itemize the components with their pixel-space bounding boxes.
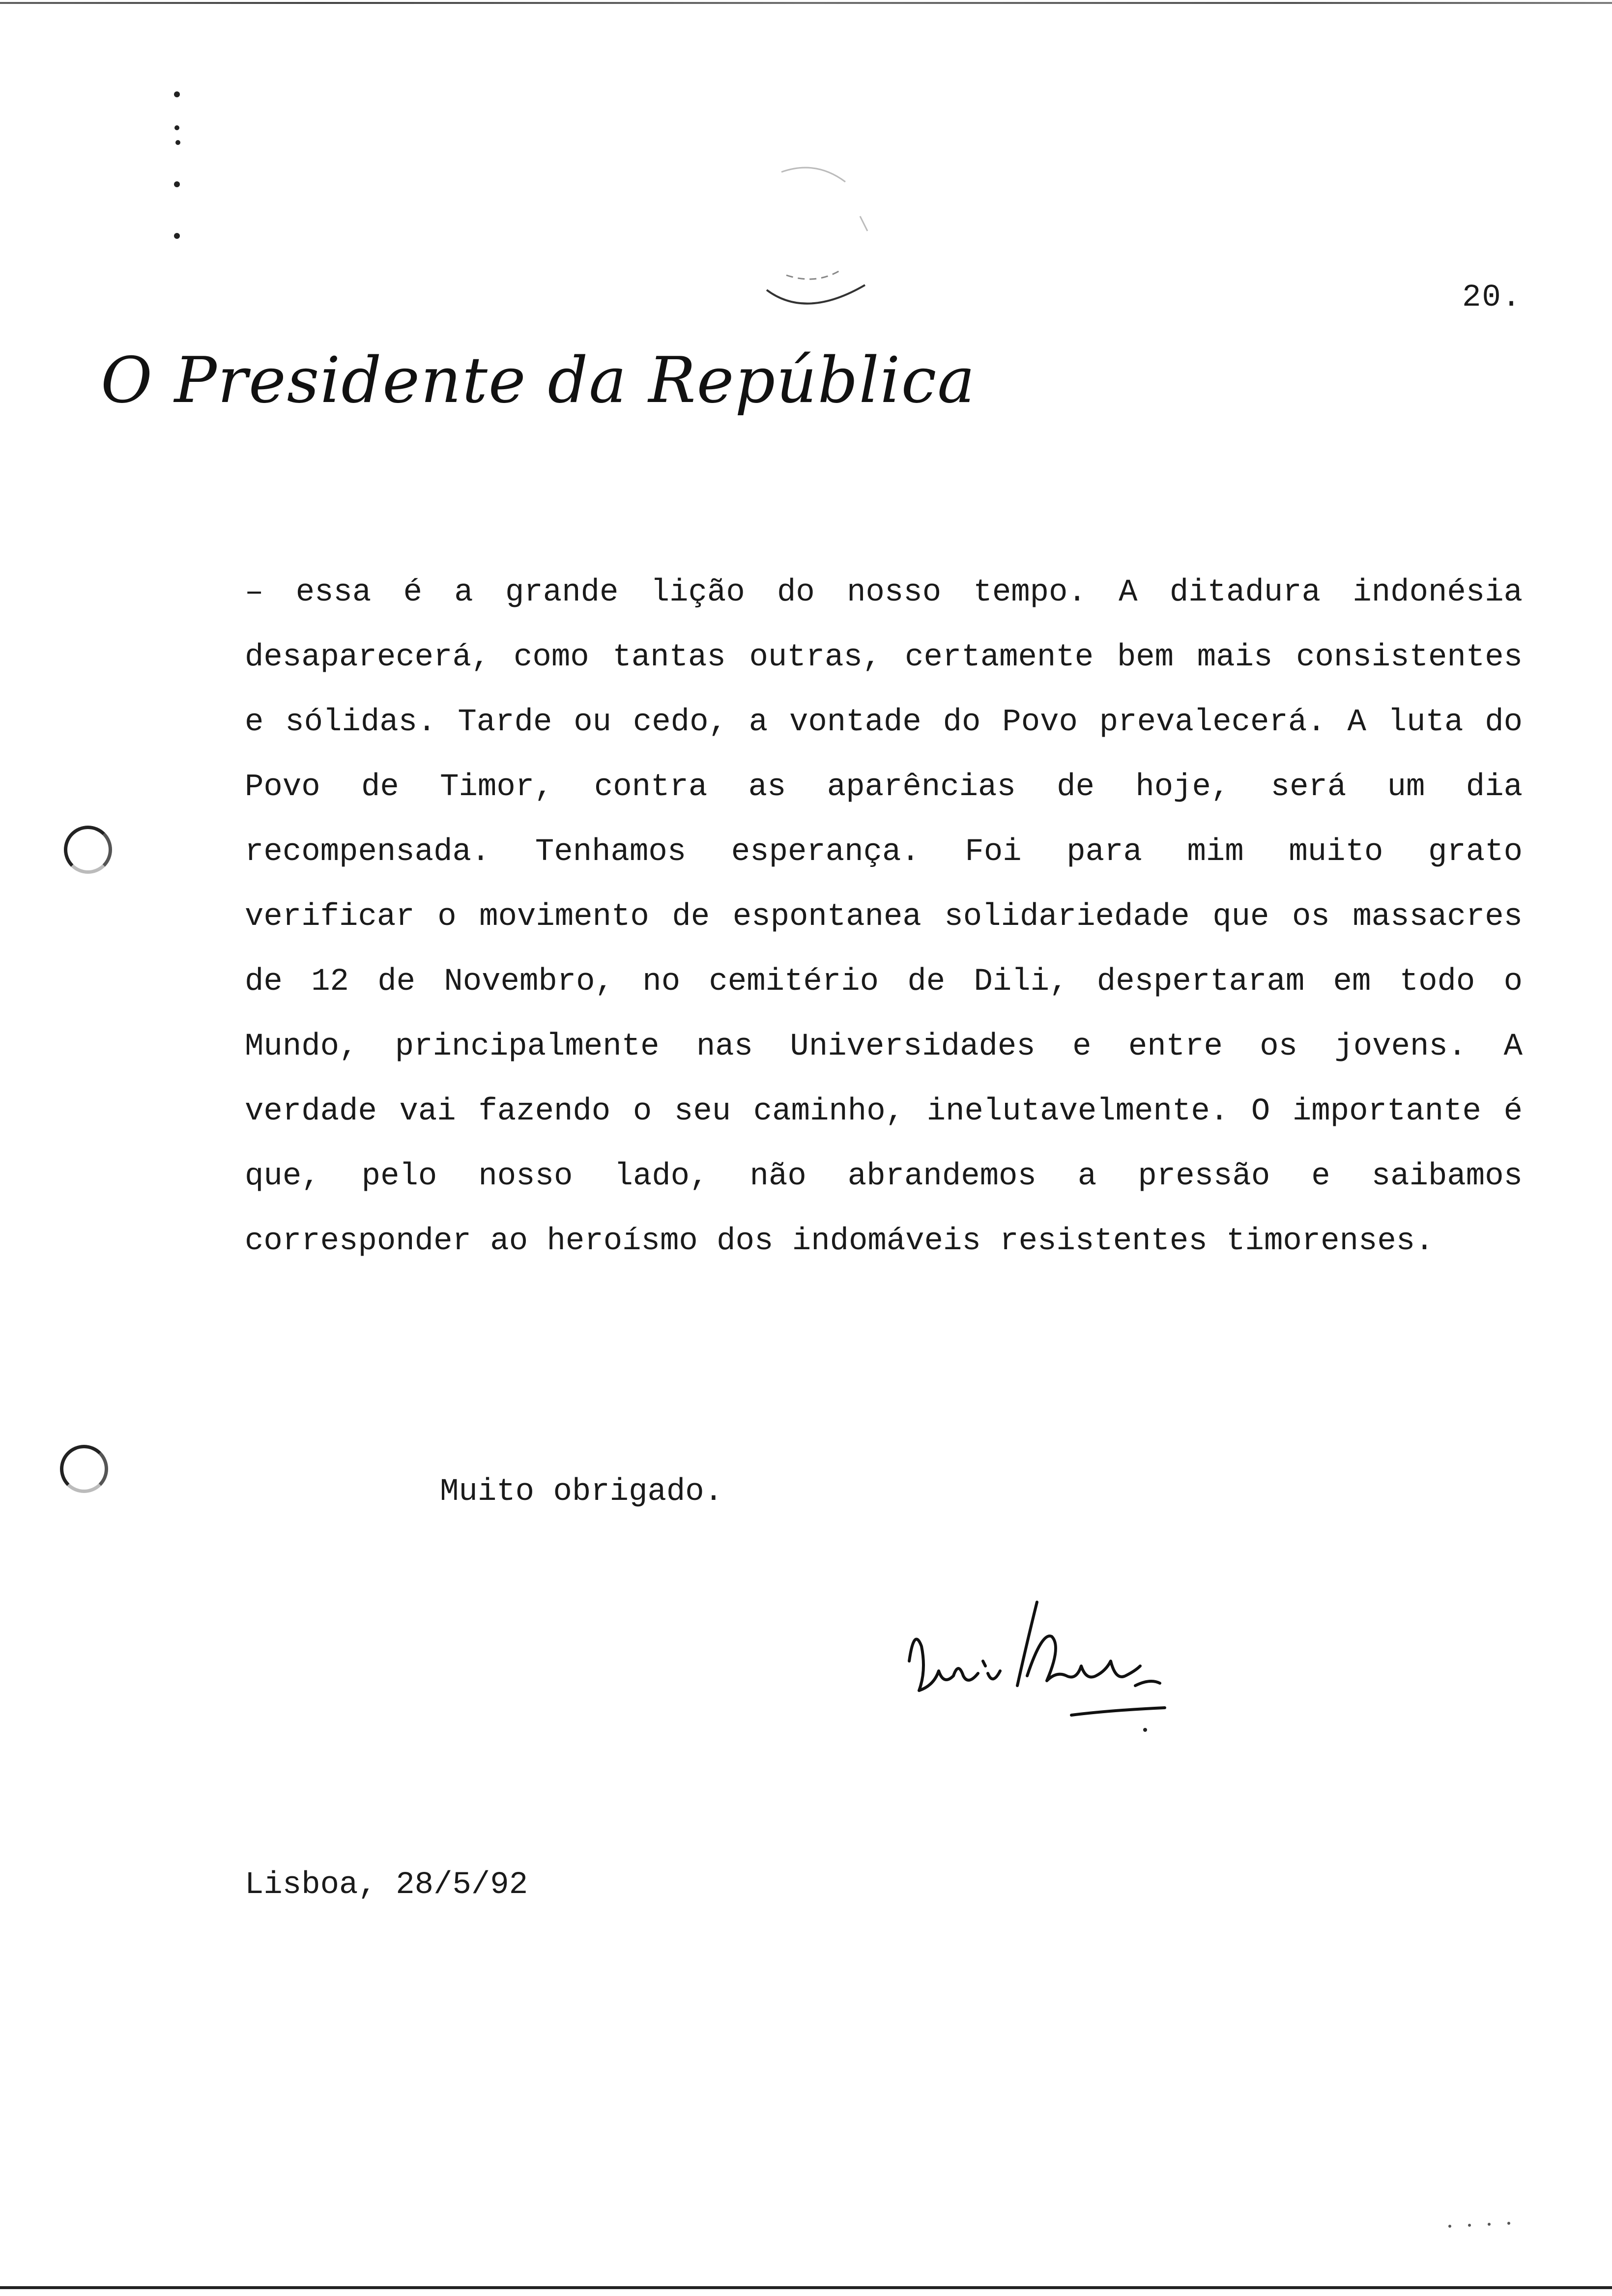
page-number: 20. — [1462, 280, 1522, 316]
scan-top-edge — [0, 2, 1612, 4]
punch-hole — [64, 826, 112, 874]
faded-stamp-mark — [747, 162, 885, 319]
scan-bottom-edge — [0, 2286, 1612, 2289]
handwritten-signature — [904, 1587, 1180, 1735]
speech-body-text: – essa é a grande lição do nosso tempo. A ditadura indonésia desaparecerá, como tantas outras, certamente bem mais consistentes e sólidas. Tarde ou cedo, a vontade do Povo prevalecerá. A luta do Povo de Timor, contra as aparências de hoje, será um dia recompensada. Tenhamos esperança. Foi para mim muito grato verificar o movimento de espontanea solidariedade que os massacres de 12 de Novembro, no cemitério de Dili, despertaram em todo o Mundo, principalmente nas Universidades e entre os jovens. A verdade vai fazendo o seu caminho, inelutavelmente. O importante é que, pelo nosso lado, não abrandemos a pressão e saibamos corresponder ao heroísmo dos indomáveis resistentes timorenses. — [245, 575, 1523, 1259]
place-and-date: Lisboa, 28/5/92 — [245, 1867, 528, 1903]
closing-line: Muito obrigado. — [440, 1474, 723, 1510]
margin-marks — [167, 88, 187, 246]
scan-corner-marks — [1440, 2197, 1528, 2236]
letterhead-title: O Presidente da República — [101, 344, 976, 417]
punch-hole — [60, 1445, 108, 1493]
